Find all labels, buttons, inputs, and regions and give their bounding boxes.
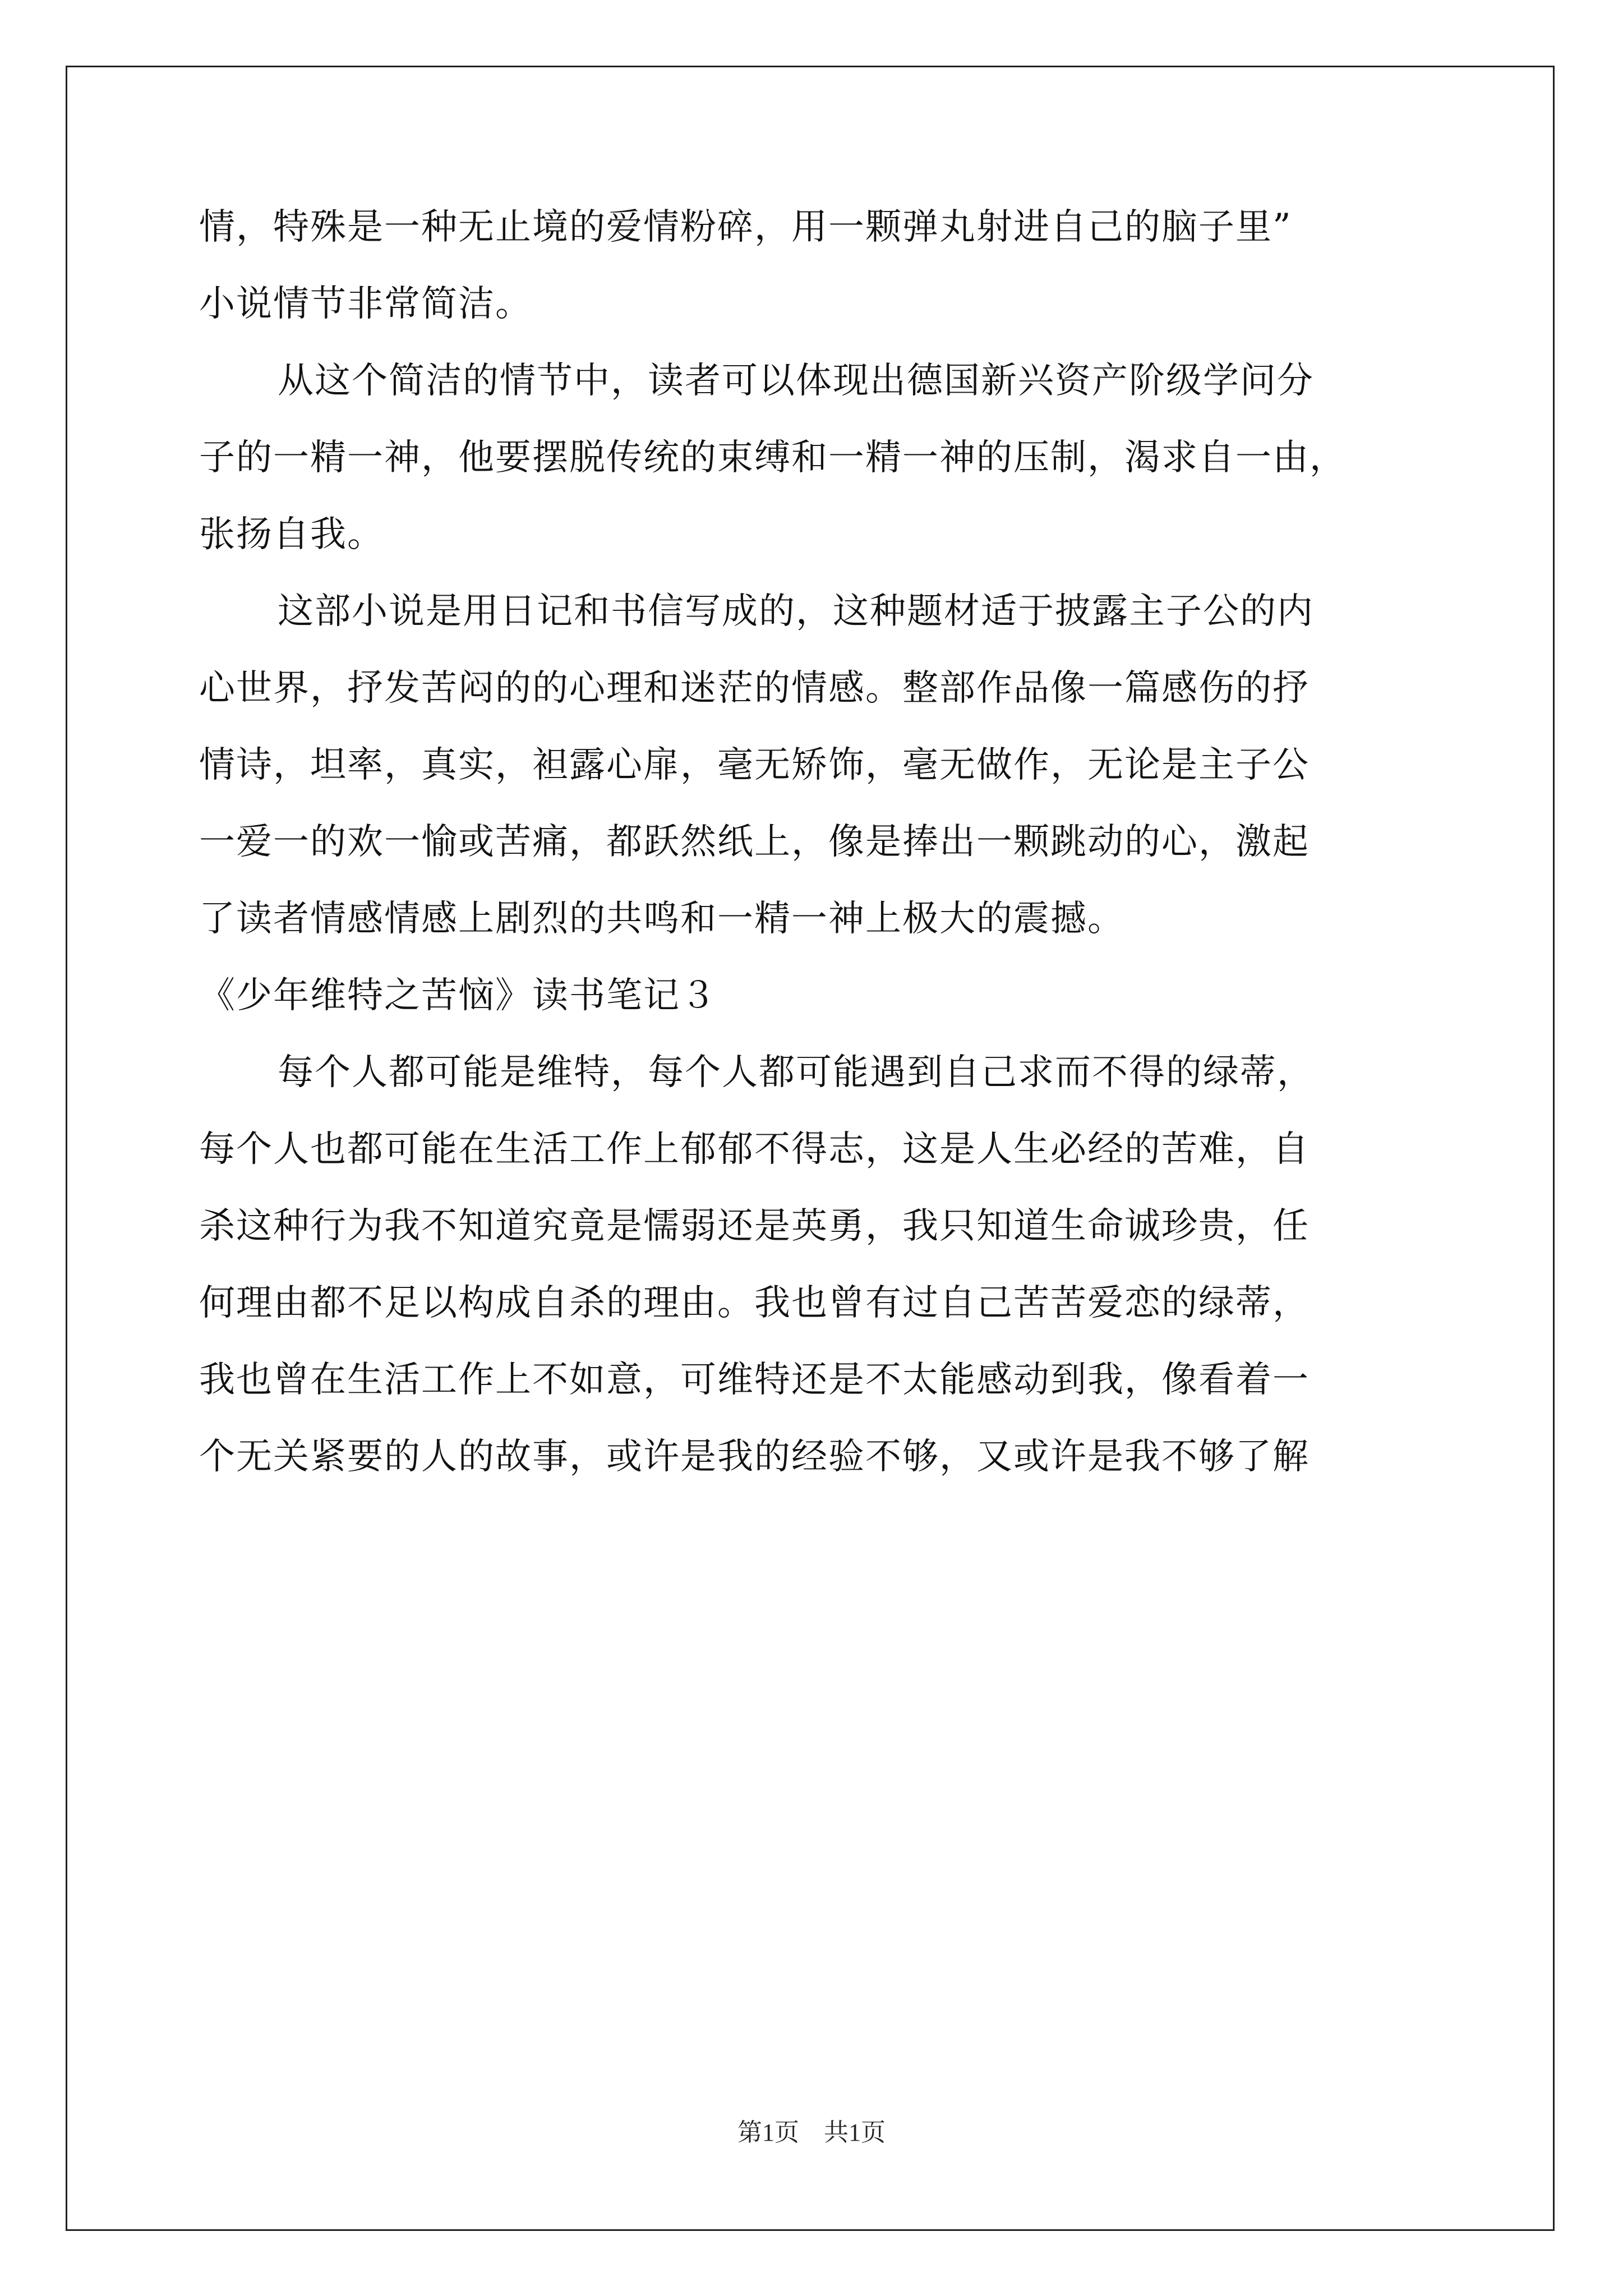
text-line: 了读者情感情感上剧烈的共鸣和一精一神上极大的震撼。: [199, 898, 1124, 940]
text-line: 我也曾在生活工作上不如意，可维特还是不太能感动到我，像看着一: [199, 1359, 1310, 1401]
text-line: 一爱一的欢一愉或苦痛，都跃然纸上，像是捧出一颗跳动的心，激起: [199, 821, 1310, 863]
text-line: 每个人都可能是维特，每个人都可能遇到自己求而不得的绿蒂，: [278, 1052, 1314, 1093]
text-line: 从这个简洁的情节中，读者可以体现出德国新兴资产阶级学问分: [278, 360, 1314, 402]
text-line: 每个人也都可能在生活工作上郁郁不得志，这是人生必经的苦难，自: [199, 1129, 1310, 1170]
text-line: 个无关紧要的人的故事，或许是我的经验不够，又或许是我不够了解: [199, 1436, 1310, 1478]
text-line: 何理由都不足以构成自杀的理由。我也曾有过自己苦苦爱恋的绿蒂，: [199, 1282, 1310, 1324]
page-number-footer: 第1页 共1页: [737, 2119, 886, 2146]
text-line: 这部小说是用日记和书信写成的，这种题材适于披露主子公的内: [278, 591, 1314, 632]
text-line: 小说情节非常简洁。: [199, 283, 532, 325]
text-line: 杀这种行为我不知道究竟是懦弱还是英勇，我只知道生命诚珍贵，任: [199, 1205, 1310, 1247]
text-line: 张扬自我。: [199, 514, 384, 555]
text-line: 心世界，抒发苦闷的的心理和迷茫的情感。整部作品像一篇感伤的抒: [199, 668, 1310, 709]
section-heading: 《少年维特之苦恼》读书笔记３: [199, 975, 717, 1016]
text-line: 情诗，坦率，真实，袒露心扉，毫无矫饰，毫无做作，无论是主子公: [199, 744, 1310, 786]
text-line: 子的一精一神，他要摆脱传统的束缚和一精一神的压制，渴求自一由，: [199, 437, 1347, 478]
text-line: 情，特殊是一种无止境的爱情粉碎，用一颗弹丸射进自己的脑子里”: [199, 206, 1292, 248]
